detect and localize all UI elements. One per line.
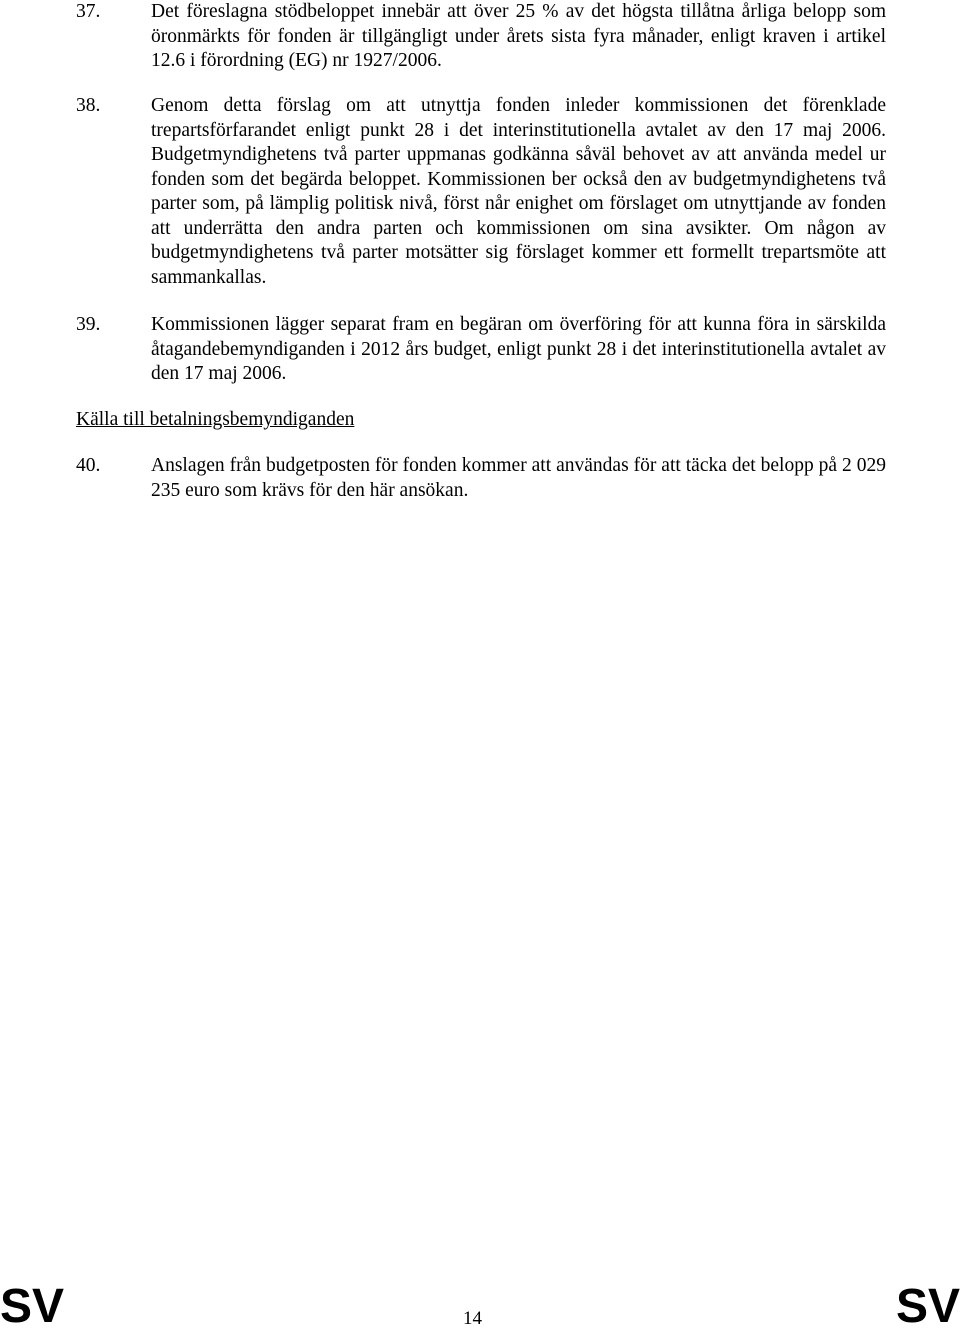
footer-language-left: SV bbox=[0, 1280, 65, 1333]
footer-language-right: SV bbox=[895, 1280, 960, 1333]
paragraph-number: 40. bbox=[76, 455, 101, 476]
paragraph-text: Kommissionen lägger separat fram en begäran om överföring för att kunna föra in särskilda åtagandebemyndiganden i 2012 års budget, enligt punkt 28 i det interinstitutionella avtalet av den 17 maj 2006. bbox=[151, 314, 886, 384]
paragraph-number: 38. bbox=[76, 95, 101, 116]
paragraph-39 bbox=[76, 313, 886, 387]
page-number: 14 bbox=[463, 1308, 482, 1329]
paragraph-number: 39. bbox=[76, 314, 101, 335]
paragraph-38 bbox=[76, 94, 886, 290]
paragraph-text: Anslagen från budgetposten för fonden kommer att användas för att täcka det belopp på 2 029 235 euro som krävs för den här ansökan. bbox=[151, 455, 886, 501]
section-heading: Källa till betalningsbemyndiganden bbox=[76, 409, 355, 430]
paragraph-37 bbox=[76, 0, 886, 74]
paragraph-text: Genom detta förslag om att utnyttja fonden inleder kommissionen det förenklade trepartsförfarandet enligt punkt 28 i det interinstitutionella avtalet av den 17 maj 2006. Budgetmyndighetens två parter uppmanas godkänna såväl behovet av att använda medel ur fonden som det begärda beloppet. Kommissionen ber också den av budgetmyndighetens två parter som, på lämplig politisk nivå, först når enighet om förslaget om utnyttjande av fonden att underrätta den andra parten och kommissionen om sina avsikter. Om någon av budgetmyndighetens två parter motsätter sig förslaget kommer ett formellt trepartsmöte att sammankallas. bbox=[151, 95, 886, 288]
paragraph-40 bbox=[76, 454, 886, 503]
paragraph-number: 37. bbox=[76, 1, 101, 22]
paragraph-text: Det föreslagna stödbeloppet innebär att över 25 % av det högsta tillåtna årliga belopp som öronmärkts för fonden är tillgängligt under årets sista fyra månader, enligt kraven i artikel 12.6 i förordning (EG) nr 1927/2006. bbox=[151, 1, 886, 71]
